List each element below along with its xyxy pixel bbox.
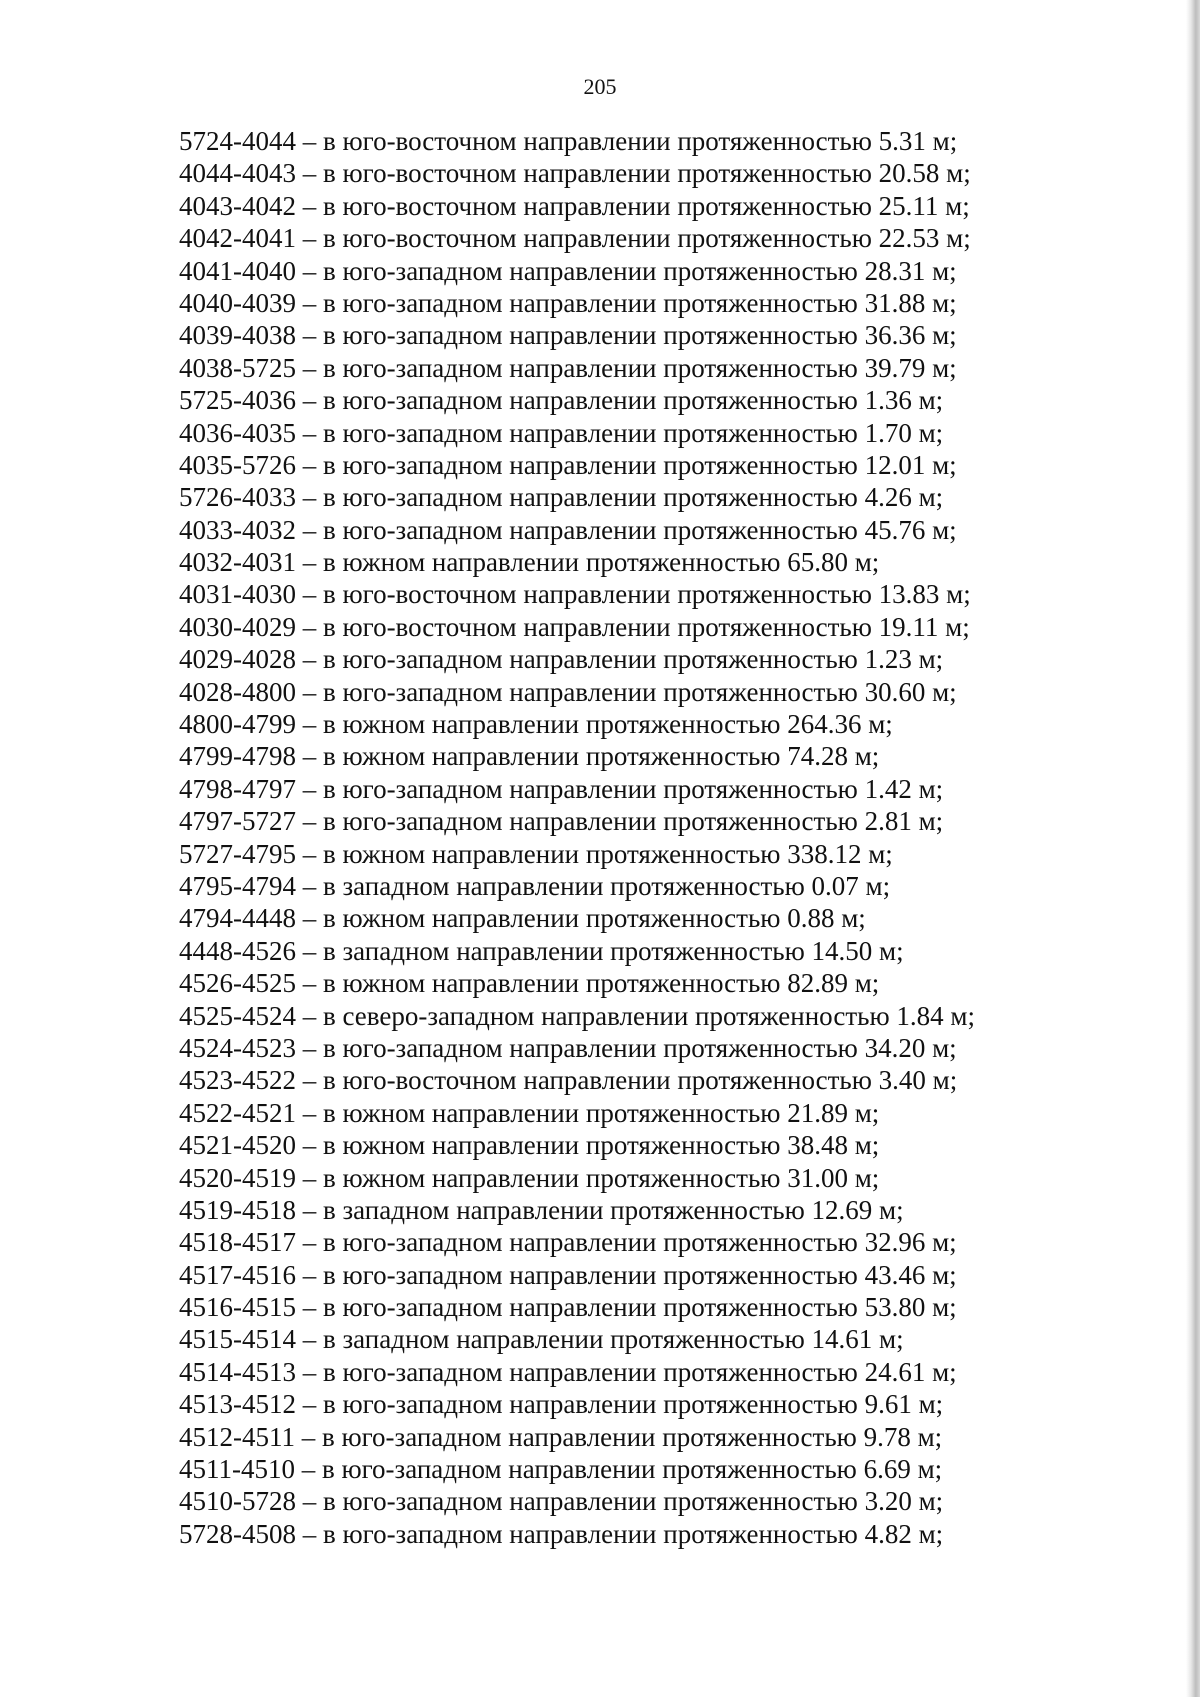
boundary-segment-line: 4042-4041 – в юго-восточном направлении протяженностью 22.53 м; <box>179 223 971 254</box>
boundary-segment-line: 4510-5728 – в юго-западном направлении протяженностью 3.20 м; <box>179 1486 944 1517</box>
boundary-segment-line: 4031-4030 – в юго-восточном направлении протяженностью 13.83 м; <box>179 579 971 610</box>
scan-edge-shadow <box>1186 0 1200 1697</box>
boundary-segment-line: 4035-5726 – в юго-западном направлении протяженностью 12.01 м; <box>179 449 957 480</box>
boundary-segment-line: 4041-4040 – в юго-западном направлении протяженностью 28.31 м; <box>179 255 957 286</box>
boundary-segment-line: 4524-4523 – в юго-западном направлении протяженностью 34.20 м; <box>179 1032 957 1063</box>
boundary-segment-line: 4518-4517 – в юго-западном направлении протяженностью 32.96 м; <box>179 1227 957 1258</box>
boundary-segment-line: 4036-4035 – в юго-западном направлении протяженностью 1.70 м; <box>179 417 944 448</box>
boundary-segment-line: 5728-4508 – в юго-западном направлении протяженностью 4.82 м; <box>179 1518 944 1549</box>
boundary-segment-line: 5725-4036 – в юго-западном направлении протяженностью 1.36 м; <box>179 385 944 416</box>
boundary-segment-line: 4516-4515 – в юго-западном направлении протяженностью 53.80 м; <box>179 1292 957 1323</box>
boundary-segment-line: 4521-4520 – в южном направлении протяженностью 38.48 м; <box>179 1130 880 1161</box>
boundary-segment-line: 4513-4512 – в юго-западном направлении протяженностью 9.61 м; <box>179 1389 944 1420</box>
boundary-segment-line: 4030-4029 – в юго-восточном направлении протяженностью 19.11 м; <box>179 611 970 642</box>
boundary-segment-line: 5726-4033 – в юго-западном направлении протяженностью 4.26 м; <box>179 482 944 513</box>
boundary-segment-line: 4795-4794 – в западном направлении протяженностью 0.07 м; <box>179 870 891 901</box>
boundary-segment-line: 4511-4510 – в юго-западном направлении протяженностью 6.69 м; <box>179 1454 943 1485</box>
boundary-segment-line: 4038-5725 – в юго-западном направлении протяженностью 39.79 м; <box>179 352 957 383</box>
boundary-segment-line: 4032-4031 – в южном направлении протяженностью 65.80 м; <box>179 547 880 578</box>
boundary-segment-line: 4028-4800 – в юго-западном направлении протяженностью 30.60 м; <box>179 676 957 707</box>
boundary-segment-line: 4525-4524 – в северо-западном направлении протяженностью 1.84 м; <box>179 1000 975 1031</box>
boundary-segment-line: 4043-4042 – в юго-восточном направлении протяженностью 25.11 м; <box>179 190 970 221</box>
boundary-segment-line: 4519-4518 – в западном направлении протяженностью 12.69 м; <box>179 1194 904 1225</box>
boundary-segment-line: 4044-4043 – в юго-восточном направлении протяженностью 20.58 м; <box>179 158 971 189</box>
page-number: 205 <box>583 74 617 99</box>
boundary-segment-line: 4523-4522 – в юго-восточном направлении протяженностью 3.40 м; <box>179 1065 958 1096</box>
boundary-segment-line: 4512-4511 – в юго-западном направлении протяженностью 9.78 м; <box>179 1421 943 1452</box>
boundary-segment-line: 4448-4526 – в западном направлении протяженностью 14.50 м; <box>179 935 904 966</box>
boundary-segment-line: 4514-4513 – в юго-западном направлении протяженностью 24.61 м; <box>179 1356 957 1387</box>
boundary-segment-line: 4799-4798 – в южном направлении протяженностью 74.28 м; <box>179 741 880 772</box>
boundary-segment-line: 4526-4525 – в южном направлении протяженностью 82.89 м; <box>179 968 880 999</box>
boundary-segment-line: 4800-4799 – в южном направлении протяженностью 264.36 м; <box>179 709 893 740</box>
boundary-segment-line: 4040-4039 – в юго-западном направлении протяженностью 31.88 м; <box>179 287 957 318</box>
boundary-description-list <box>179 125 1079 1550</box>
boundary-segment-line: 5724-4044 – в юго-восточном направлении протяженностью 5.31 м; <box>179 126 958 156</box>
boundary-segment-line: 4029-4028 – в юго-западном направлении протяженностью 1.23 м; <box>179 644 944 675</box>
boundary-segment-line: 4797-5727 – в юго-западном направлении протяженностью 2.81 м; <box>179 806 944 837</box>
boundary-segment-line: 4517-4516 – в юго-западном направлении протяженностью 43.46 м; <box>179 1259 957 1290</box>
boundary-segment-line: 4033-4032 – в юго-западном направлении протяженностью 45.76 м; <box>179 514 957 545</box>
boundary-segment-line: 4039-4038 – в юго-западном направлении протяженностью 36.36 м; <box>179 320 957 351</box>
boundary-segment-line: 4798-4797 – в юго-западном направлении протяженностью 1.42 м; <box>179 773 944 804</box>
boundary-segment-line: 4522-4521 – в южном направлении протяженностью 21.89 м; <box>179 1097 880 1128</box>
boundary-segment-line: 4515-4514 – в западном направлении протяженностью 14.61 м; <box>179 1324 904 1355</box>
boundary-segment-line: 5727-4795 – в южном направлении протяженностью 338.12 м; <box>179 838 893 869</box>
boundary-segment-line: 4520-4519 – в южном направлении протяженностью 31.00 м; <box>179 1162 880 1193</box>
boundary-segment-line: 4794-4448 – в южном направлении протяженностью 0.88 м; <box>179 903 866 934</box>
